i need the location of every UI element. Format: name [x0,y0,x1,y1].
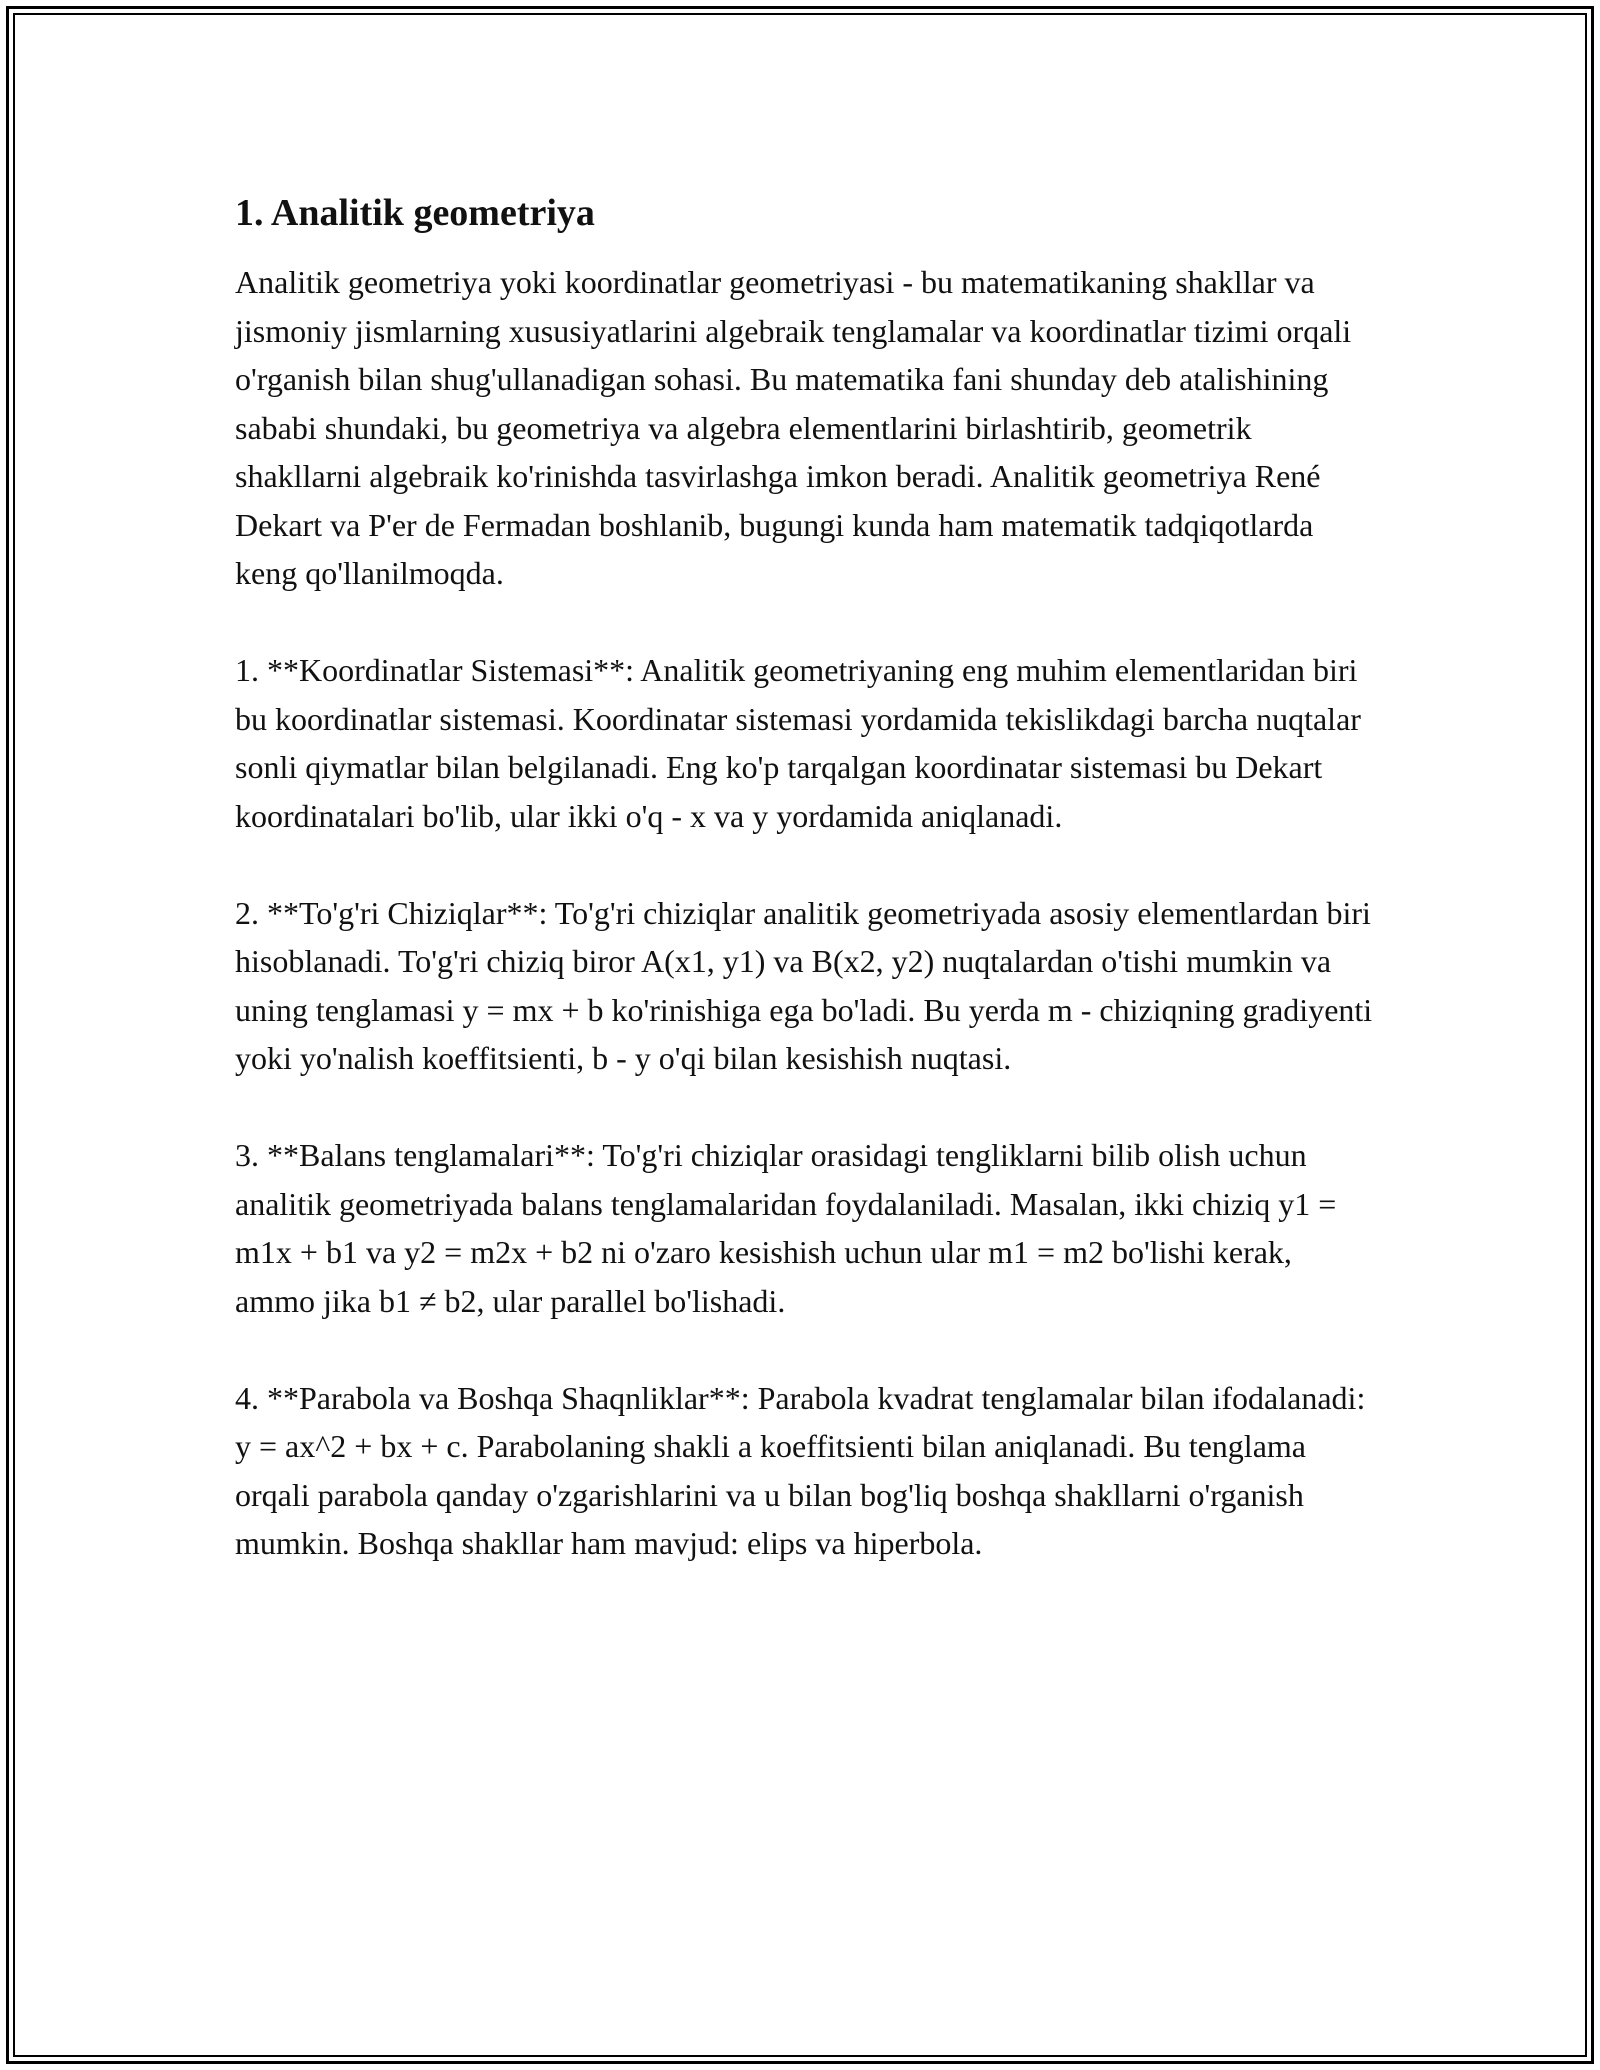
list-item-straight-lines: 2. **To'g'ri Chiziqlar**: To'g'ri chiziqlar analitik geometriyada asosiy elementlardan biri hisoblanadi. To'g'ri chiziq biror A(x1, y1) va B(x2, y2) nuqtalardan o'tishi mumkin va uning tenglamasi y = mx + b ko'rinishiga ega bo'ladi. Bu yerda m - chiziqning gradiyenti yoki yo'nalish koeffitsienti, b - y o'qi bilan kesishish nuqtasi. [235,894,1373,1076]
list-item-coordinate-system: 1. **Koordinatlar Sistemasi**: Analitik geometriyaning eng muhim elementlaridan biri bu koordinatlar sistemasi. Koordinatar sistemasi yordamida tekislikdagi barcha nuqtalar sonli qiymatlar bilan belgilanadi. Eng ko'p tarqalgan koordinatar sistemasi bu Dekart koordinatalari bo'lib, ular ikki o'q - x va y yordamida aniqlanadi. [235,652,1361,834]
paragraph-spacer [235,598,1375,647]
paragraph-spacer [235,840,1375,889]
paragraph-spacer [235,1083,1375,1132]
intro-paragraph: Analitik geometriya yoki koordinatlar geometriyasi - bu matematikaning shakllar va jismoniy jismlarning xususiyatlarini algebraik tenglamalar va koordinatlar tizimi orqali o'rganish bilan shug'ullanadigan sohasi. Bu matematika fani shunday deb atalishining sababi shundaki, bu geometriya va algebra elementlarini birlashtirib, geometrik shakllarni algebraik ko'rinishda tasvirlashga imkon beradi. Analitik geometriya René Dekart va P'er de Fermadan boshlanib, bugungi kunda ham matematik tadqiqotlarda keng qo'llanilmoqda. [235,264,1352,591]
list-item-balance-equations: 3. **Balans tenglamalari**: To'g'ri chiziqlar orasidagi tengliklarni bilib olish uchun analitik geometriyada balans tenglamalaridan foydalaniladi. Masalan, ikki chiziq y1 = m1x + b1 va y2 = m2x + b2 ni o'zaro kesishish uchun ular m1 = m2 bo'lishi kerak, ammo jika b1 ≠ b2, ular parallel bo'lishadi. [235,1137,1337,1319]
section-heading: 1. Analitik geometriya [235,192,595,234]
paragraph-spacer [235,1325,1375,1374]
document-body [235,188,1375,1568]
list-item-parabola: 4. **Parabola va Boshqa Shaqnliklar**: Parabola kvadrat tenglamalar bilan ifodalanadi: y = ax^2 + bx + c. Parabolaning shakli a koeffitsienti bilan aniqlanadi. Bu tenglama orqali parabola qanday o'zgarishlarini va u bilan bog'liq boshqa shakllarni o'rganish mumkin. Boshqa shakllar ham mavjud: elips va hiperbola. [235,1379,1366,1561]
